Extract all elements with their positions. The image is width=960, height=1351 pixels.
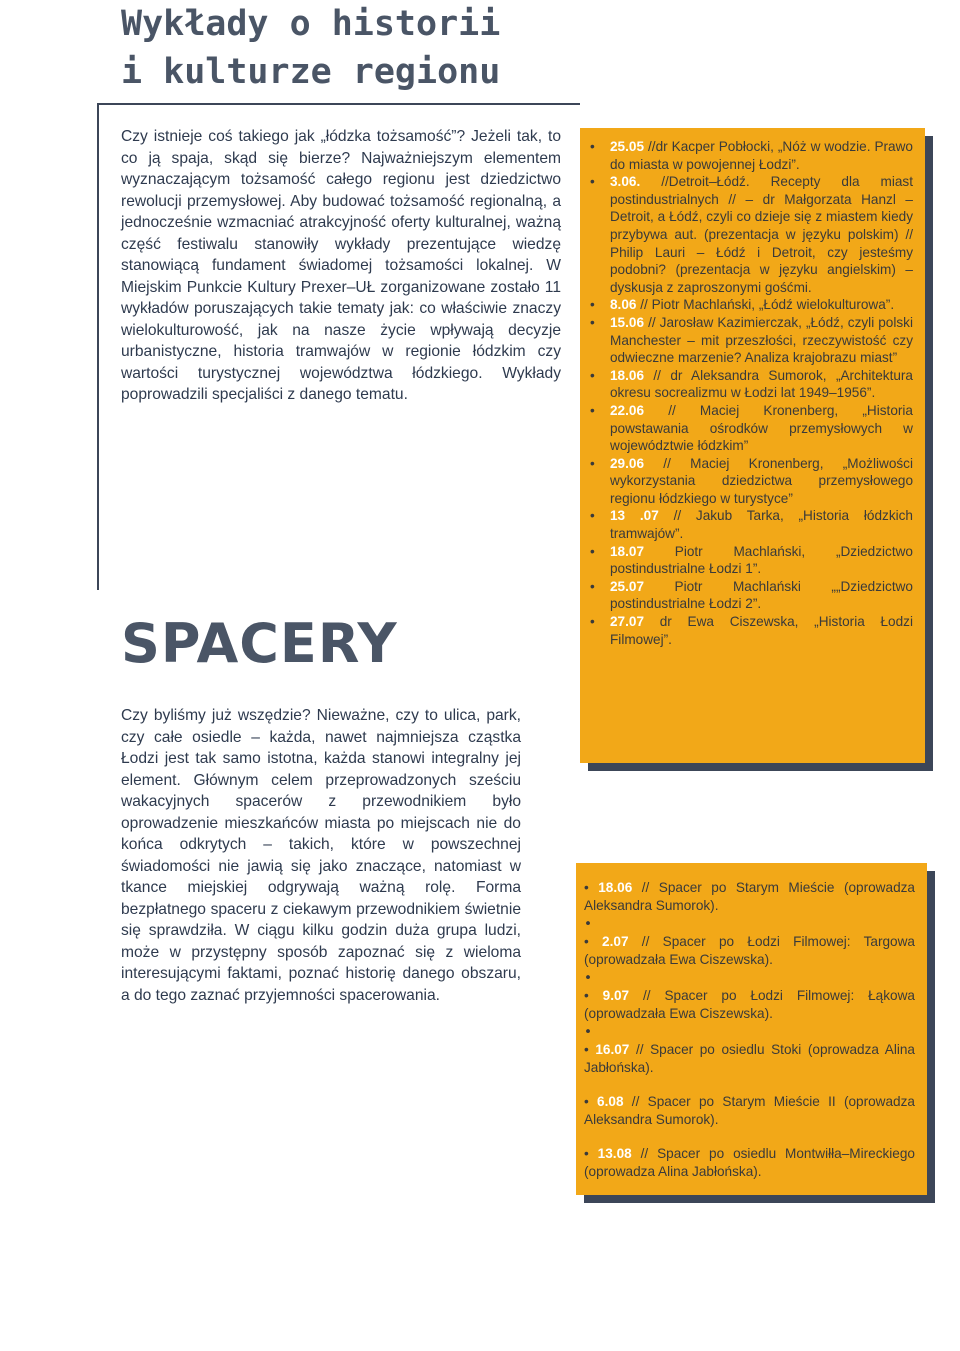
lecture-text: // Piotr Machlański, „Łódź wielokulturowa”. — [636, 297, 895, 313]
lecture-date: 15.06 — [610, 314, 645, 330]
bracket-left — [97, 103, 99, 590]
lecture-item — [584, 507, 913, 542]
walk-separator: • — [584, 916, 593, 932]
walk-item — [584, 1093, 915, 1129]
walk-text: // Spacer po Starym Mieście (oprowadza Aleksandra Sumorok). — [584, 880, 915, 913]
lecture-item — [584, 613, 913, 648]
lecture-date: 22.06 — [610, 402, 645, 418]
lecture-date: 18.07 — [610, 543, 645, 559]
walk-item — [584, 879, 915, 915]
walk-text: // Spacer po osiedlu Stoki (oprowadza Alina Jabłońska). — [584, 1042, 915, 1075]
bracket-top — [97, 103, 580, 105]
lecture-date: 13 .07 — [610, 508, 659, 524]
lecture-date: 29.06 — [610, 455, 645, 471]
lecture-item — [584, 173, 913, 296]
lecture-text: // Maciej Kronenberg, „Możliwości wykorzystania dziedzictwa przemysłowego regionu łódzkiego w turystyce” — [610, 455, 913, 506]
lecture-item — [584, 138, 913, 173]
lecture-item — [584, 402, 913, 455]
bullet: • — [584, 1094, 598, 1109]
walk-item — [584, 933, 915, 969]
lecture-text: // Jarosław Kazimierczak, „Łódź, czyli polski Manchester – mit przeszłości, rzeczywistość czy odwieczne marzenie? Analiza krajobrazu miast” — [610, 314, 913, 366]
lecture-text: // Maciej Kronenberg, „Historia powstawania ośrodków przemysłowych w województwie łódzkim” — [610, 402, 913, 454]
walk-item — [584, 1145, 915, 1181]
walk-item — [584, 1041, 915, 1077]
bullet: • — [584, 1042, 596, 1057]
lecture-item — [584, 455, 913, 508]
walk-separator: • — [584, 1024, 593, 1040]
lecture-text: // Jakub Tarka, „Historia łódzkich tramwajów”. — [610, 508, 913, 542]
walk-separator: • — [584, 970, 593, 986]
lectures-list — [584, 138, 913, 648]
walk-date: 2.07 — [602, 934, 629, 949]
bullet: • — [584, 988, 603, 1003]
lecture-text: //Detroit–Łódź. Recepty dla miast postindustrialnych // – dr Małgorzata Hanzl – Detroit, a Łódź, czyli co dzieje się z miastem kiedy przybywa aut. (prezentacja w języku polskim) // Philip Lauri – Łódź i Detroit, czy jesteśmy podobni? (prezentacja w języku angielskim) – dyskusja z zaproszonymi gośćmi. — [610, 174, 913, 295]
title-line-2: i kulturze regionu — [121, 52, 501, 92]
lecture-text: //dr Kacper Pobłocki, „Nóż w wodzie. Prawo do miasta w powojennej Łodzi”. — [610, 139, 913, 172]
walks-heading: SPACERY — [121, 612, 398, 675]
walk-text: // Spacer po Starym Mieście II (oprowadza Aleksandra Sumorok). — [584, 1094, 915, 1127]
walk-date: 16.07 — [595, 1042, 630, 1057]
walk-date: 9.07 — [602, 988, 630, 1003]
lecture-date: 8.06 — [610, 297, 637, 313]
walk-text: // Spacer po osiedlu Montwiłła–Mireckiego (oprowadza Alina Jabłońska). — [584, 1146, 915, 1179]
lecture-text: Piotr Machlański „„Dziedzictwo postindustrialne Łodzi 2”. — [610, 578, 913, 612]
title-line-1: Wykłady o historii — [121, 4, 501, 44]
lecture-date: 25.05 — [610, 139, 645, 154]
walks-list — [584, 879, 915, 1181]
walk-separator — [584, 1077, 915, 1093]
lecture-item — [584, 578, 913, 613]
walks-panel — [576, 863, 927, 1195]
lecture-date: 3.06. — [610, 174, 641, 190]
lecture-text: dr Ewa Ciszewska, „Historia Łodzi Filmowej”. — [610, 614, 913, 647]
bullet: • — [584, 880, 599, 895]
walk-date: 13.08 — [597, 1146, 632, 1161]
walk-separator — [584, 1129, 915, 1145]
lecture-item — [584, 296, 913, 314]
walk-date: 6.08 — [597, 1094, 624, 1109]
walks-intro: Czy byliśmy już wszędzie? Nieważne, czy to ulica, park, czy całe osiedle – każda, nawet najmniejsza cząstka Łodzi jest tak samo istotna, każda stanowi integralny jej element. Głównym celem przeprowadzonych sześciu wakacyjnych spacerów z przewodnikiem było oprowadzenie mieszkańców miasta po miejscach nie do końca odkrytych – takich, które w powszechnej świadomości nie jawią się jako znaczące, natomiast w tkance miejskiej odgrywają ważną rolę. Forma bezpłatnego spaceru z ciekawym przewodnikiem świetnie się sprawdziła. W ciągu kilku godzin duża grupa ludzi, może w przystępny sposób zapoznać się z wieloma interesującymi faktami, poznać historię danego obszaru, a do tego zaznać przyjemności spacerowania. — [121, 707, 521, 1004]
page-title — [121, 0, 561, 96]
lecture-date: 18.06 — [610, 367, 645, 383]
lecture-item — [584, 367, 913, 402]
lecture-date: 27.07 — [610, 614, 645, 630]
walk-text: // Spacer po Łodzi Filmowej: Łąkowa (oprowadzała Ewa Ciszewska). — [584, 988, 915, 1021]
lecture-item — [584, 543, 913, 578]
walk-item — [584, 987, 915, 1023]
lecture-item — [584, 314, 913, 367]
lecture-date: 25.07 — [610, 578, 645, 594]
lectures-panel — [580, 128, 925, 763]
bullet: • — [584, 1146, 598, 1161]
walk-date: 18.06 — [598, 880, 633, 895]
walk-text: // Spacer po Łodzi Filmowej: Targowa (oprowadzała Ewa Ciszewska). — [584, 934, 915, 967]
lecture-text: Piotr Machlański, „Dziedzictwo postindustrialne Łodzi 1”. — [610, 543, 913, 577]
bullet: • — [584, 934, 603, 949]
lectures-intro: Czy istnieje coś takiego jak „łódzka tożsamość”? Jeżeli tak, to co ją spaja, skąd się bierze? Najważniejszym elementem wyznaczającym tożsamość całego regionu jest dziedzictwo rewolucji przemysłowej. Aby budować tożsamość regionalną, a jednocześnie wzmacniać atrakcyjność oferty kulturalnej, ważną część festiwalu stanowiły wykłady prezentujące wiedzę stanowiącą fundament świadomej tożsamości lokalnej. W Miejskim Punkcie Kultury Prexer–UŁ zorganizowane zostało 11 wykładów poruszających takie tematy jak: co właściwie znaczy wielokulturowość, jak na nasze życie wpływają decyzje urbanistyczne, historia tramwajów w regionie łódzkim czy wartości turystycznej województwa łódzkiego. Wykłady poprowadzili specjaliści z danego tematu. — [121, 128, 561, 403]
lecture-text: // dr Aleksandra Sumorok, „Architektura okresu socrealizmu w Łodzi lat 1949–1956”. — [610, 367, 913, 401]
